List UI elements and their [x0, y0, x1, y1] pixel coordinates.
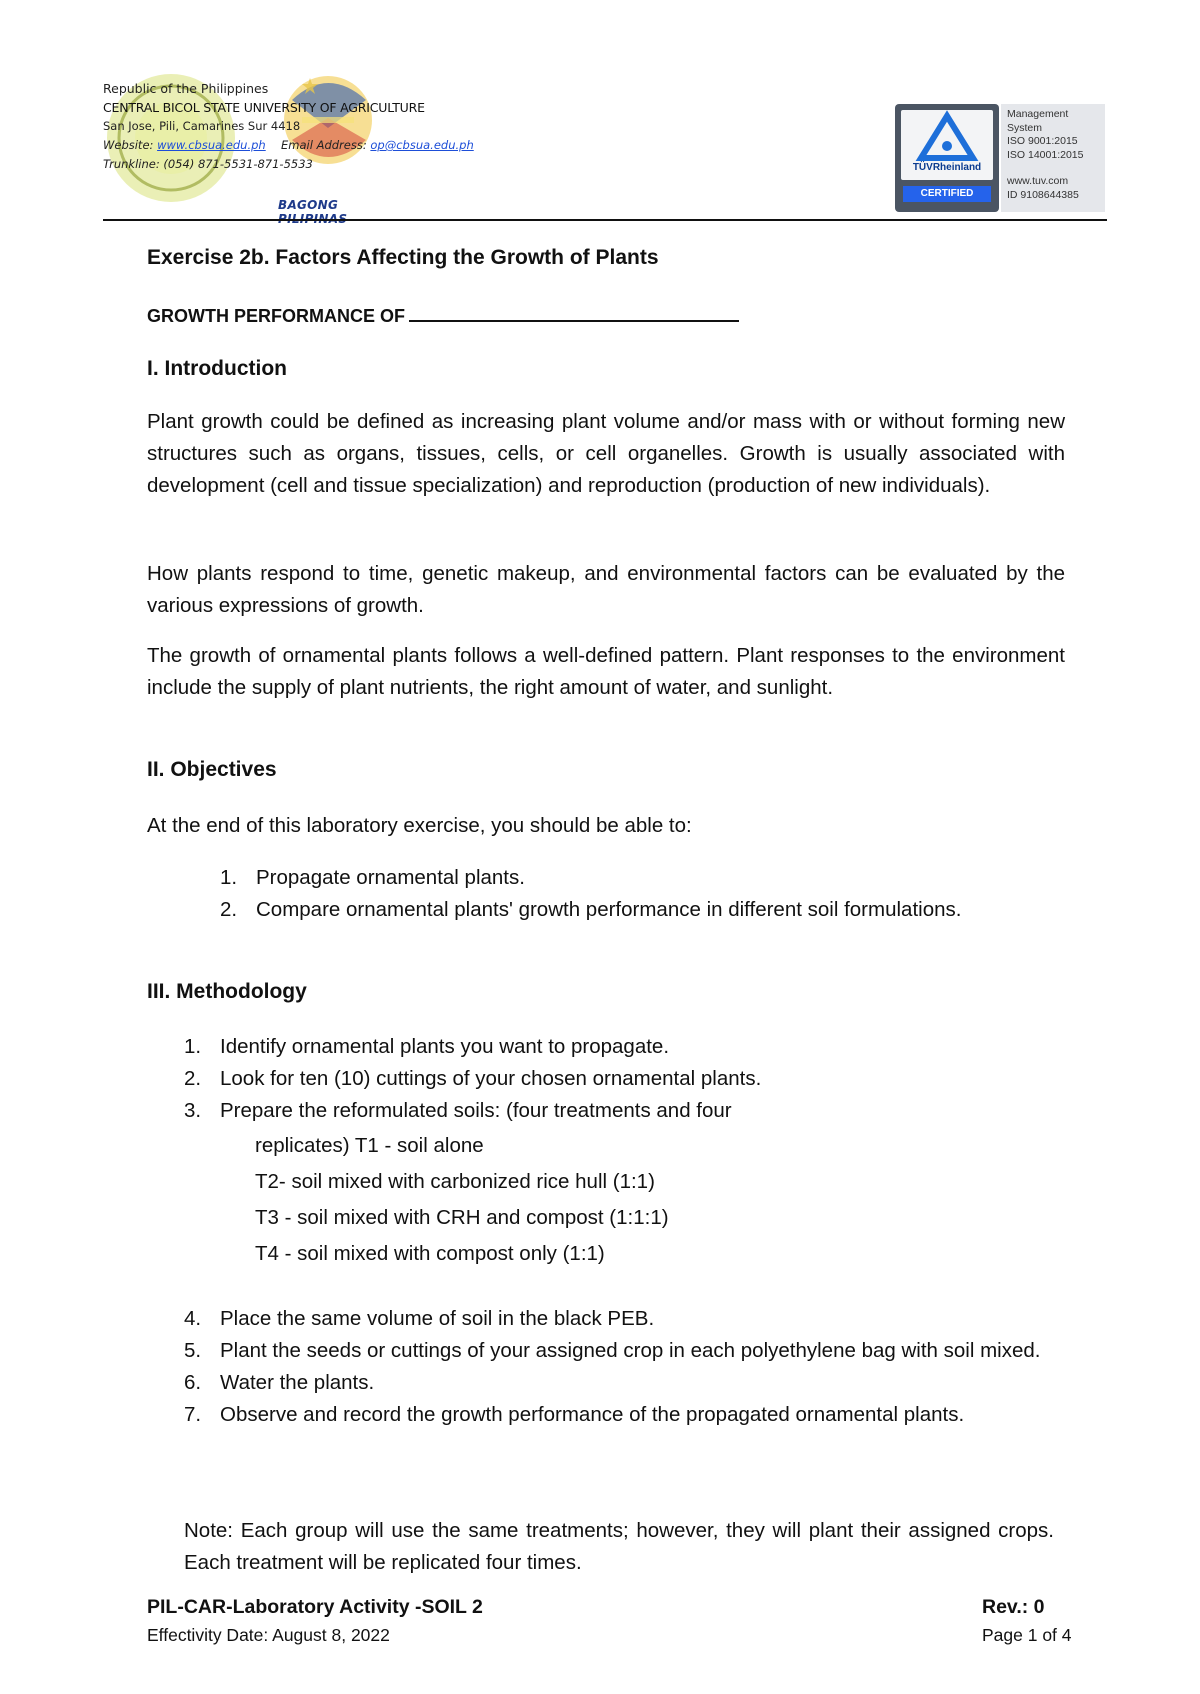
cert-line: ID 9108644385: [1007, 188, 1079, 201]
item-number: 7.: [184, 1403, 202, 1426]
list-item: [184, 1337, 1050, 1365]
document-code: PIL-CAR-Laboratory Activity -SOIL 2: [147, 1596, 483, 1618]
intro-paragraph-1: Plant growth could be defined as increasing plant volume and/or mass with or without forming new structures such as organs, tissues, cells, or cell organelles. Growth is usually associated with development (cell and tissue specialization) and reproduction (production of new individuals).: [147, 410, 1065, 497]
certification-badge: [895, 104, 1107, 214]
list-item: [184, 1369, 1050, 1397]
item-number: 6.: [184, 1371, 202, 1394]
document-header: [0, 0, 1200, 230]
item-text: Compare ornamental plants' growth performance in different soil formulations.: [256, 898, 962, 921]
email-label: Email Address:: [281, 138, 367, 152]
contact-line: [103, 136, 474, 155]
certification-details: [1001, 104, 1105, 212]
institution-info: [103, 79, 474, 174]
university-name: CENTRAL BICOL STATE UNIVERSITY OF AGRICULTURE: [103, 100, 425, 115]
tuv-triangle-icon: [901, 110, 993, 166]
item-number: 4.: [184, 1307, 202, 1330]
tuv-brand: TÜVRheinland: [912, 162, 982, 173]
republic-label: Republic of the Philippines: [103, 81, 269, 96]
website-label: Website:: [103, 138, 154, 152]
revision-number: Rev.: 0: [982, 1596, 1045, 1618]
cert-line: ISO 14001:2015: [1007, 148, 1084, 161]
cert-line: ISO 9001:2015: [1007, 135, 1078, 147]
bagong-pilipinas-logo-text: BAGONG: [278, 198, 339, 212]
section-methodology-heading: III. Methodology: [147, 980, 307, 1003]
page-number: Page 1 of 4: [982, 1625, 1072, 1645]
certified-label: CERTIFIED: [903, 186, 991, 202]
cert-line: System: [1007, 121, 1043, 134]
item-text: Propagate ornamental plants.: [256, 866, 525, 889]
item-number: 5.: [184, 1339, 202, 1362]
email-link[interactable]: op@cbsua.edu.ph: [370, 138, 474, 152]
item-text: Place the same volume of soil in the black PEB.: [220, 1307, 655, 1330]
methodology-steps-b: [184, 1305, 1050, 1429]
trunkline: Trunkline: (054) 871-5531-871-5533: [103, 157, 313, 171]
treatment-line: T3 - soil mixed with CRH and compost (1:1:1): [255, 1206, 669, 1229]
intro-paragraph-3: The growth of ornamental plants follows a well-defined pattern. Plant responses to the environment include the supply of plant nutrients, the right amount of water, and sunlight.: [147, 644, 1065, 699]
methodology-steps-a: [184, 1031, 1050, 1127]
growth-performance-title: [147, 304, 739, 327]
methodology-note: Note: Each group will use the same treatments; however, they will plant their assigned crops. Each treatment will be replicated four times.: [184, 1519, 1054, 1574]
item-number: 3.: [184, 1099, 202, 1122]
item-text: Plant the seeds or cuttings of your assigned crop in each polyethylene bag with soil mixed.: [220, 1339, 1041, 1362]
section-objectives-heading: II. Objectives: [147, 758, 277, 781]
header-divider: [103, 219, 1107, 221]
section-introduction-heading: I. Introduction: [147, 357, 287, 380]
fill-in-blank: [409, 304, 739, 322]
list-item: [184, 1401, 1050, 1429]
cert-line: Management: [1007, 108, 1069, 120]
item-text: Prepare the reformulated soils: (four treatments and four: [220, 1099, 732, 1122]
effectivity-date: Effectivity Date: August 8, 2022: [147, 1625, 390, 1645]
item-text: Observe and record the growth performance of the propagated ornamental plants.: [220, 1403, 965, 1426]
list-item: [184, 1305, 1050, 1333]
list-item: [220, 862, 1066, 894]
university-address: San Jose, Pili, Camarines Sur 4418: [103, 119, 301, 133]
treatment-line: T2- soil mixed with carbonized rice hull (1:1): [255, 1170, 655, 1193]
item-number: 2.: [220, 898, 238, 921]
treatment-line: T4 - soil mixed with compost only (1:1): [255, 1242, 605, 1265]
item-text: Water the plants.: [220, 1371, 375, 1394]
treatment-line: replicates) T1 - soil alone: [255, 1134, 484, 1157]
cert-line: www.tuv.com: [1007, 175, 1069, 187]
objectives-lead: At the end of this laboratory exercise, you should be able to:: [147, 814, 692, 837]
list-item: [184, 1095, 1050, 1127]
objectives-list: [220, 862, 1066, 926]
list-item: [184, 1031, 1050, 1063]
item-number: 1.: [184, 1035, 202, 1058]
intro-paragraph-2: How plants respond to time, genetic makeup, and environmental factors can be evaluated by the various expressions of growth.: [147, 562, 1065, 617]
growth-performance-label: GROWTH PERFORMANCE OF: [147, 306, 405, 326]
item-text: Identify ornamental plants you want to propagate.: [220, 1035, 670, 1058]
item-text: Look for ten (10) cuttings of your chosen ornamental plants.: [220, 1067, 762, 1090]
exercise-title: Exercise 2b. Factors Affecting the Growth of Plants: [147, 246, 659, 269]
list-item: [184, 1063, 1050, 1095]
website-link[interactable]: www.cbsua.edu.ph: [157, 138, 266, 152]
item-number: 1.: [220, 866, 238, 889]
item-number: 2.: [184, 1067, 202, 1090]
list-item: [220, 894, 1066, 926]
tuv-logo: [895, 104, 999, 212]
